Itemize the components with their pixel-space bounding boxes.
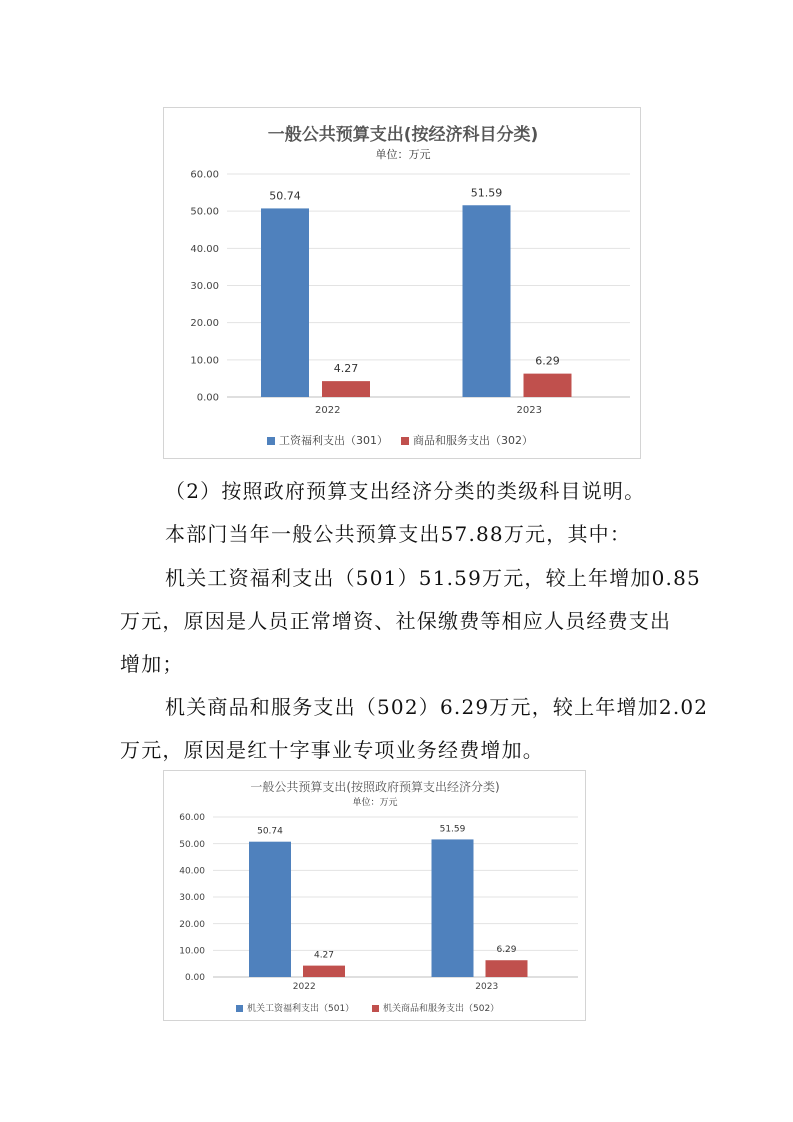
y-tick-label: 20.00 <box>179 919 205 930</box>
legend-label: 工资福利支出（301） <box>279 434 388 447</box>
bar <box>524 374 572 397</box>
bar <box>463 205 511 397</box>
y-tick-label: 60.00 <box>190 169 219 181</box>
y-tick-label: 0.00 <box>196 392 219 404</box>
y-tick-label: 20.00 <box>190 318 219 330</box>
chart-subtitle: 单位：万元 <box>375 148 431 161</box>
chart-svg <box>164 771 587 1022</box>
y-tick-label: 0.00 <box>184 973 205 984</box>
data-label: 6.29 <box>535 354 560 368</box>
paragraph-501-line2: 万元，原因是人员正常增资、社保缴费等相应人员经费支出 <box>120 609 672 633</box>
y-tick-label: 40.00 <box>190 243 219 255</box>
legend-label: 机关商品和服务支出（502） <box>383 1004 500 1014</box>
chart-title: 一般公共预算支出(按照政府预算支出经济分类) <box>250 780 500 794</box>
data-label: 50.74 <box>269 189 301 203</box>
paragraph-501-line3: 增加； <box>120 652 184 676</box>
data-label: 51.59 <box>470 186 503 200</box>
y-tick-label: 60.00 <box>179 813 205 824</box>
data-label: 50.74 <box>257 826 283 837</box>
bar <box>322 381 370 397</box>
chart-title: 一般公共预算支出(按经济科目分类) <box>267 125 539 145</box>
bar <box>249 842 291 977</box>
chart-government-classification <box>163 770 586 1021</box>
bar <box>486 960 528 977</box>
y-tick-label: 30.00 <box>190 281 219 292</box>
chart-subtitle: 单位：万元 <box>352 798 398 808</box>
bar <box>261 208 309 397</box>
chart-svg <box>164 108 642 460</box>
x-tick-label: 2023 <box>516 405 542 416</box>
data-label: 4.27 <box>333 362 359 376</box>
y-tick-label: 40.00 <box>179 866 205 877</box>
legend-swatch <box>401 437 409 445</box>
paragraph-502-line2: 万元，原因是红十字事业专项业务经费增加。 <box>120 738 544 762</box>
bar <box>303 966 345 977</box>
x-tick-label: 2022 <box>315 405 341 416</box>
x-tick-label: 2022 <box>292 982 316 992</box>
data-label: 4.27 <box>313 950 335 961</box>
paragraph-heading: （2）按照政府预算支出经济分类的类级科目说明。 <box>165 479 646 503</box>
legend-swatch <box>236 1005 243 1012</box>
chart-economic-classification <box>163 107 641 459</box>
paragraph-total: 本部门当年一般公共预算支出57.88万元，其中： <box>165 522 632 546</box>
paragraph-501-line1: 机关工资福利支出（501）51.59万元，较上年增加0.85 <box>165 566 701 590</box>
paragraph-502-line1: 机关商品和服务支出（502）6.29万元，较上年增加2.02 <box>165 695 709 719</box>
legend-swatch <box>372 1005 379 1012</box>
data-label: 51.59 <box>439 824 466 835</box>
legend-label: 机关工资福利支出（501） <box>247 1004 355 1014</box>
legend-swatch <box>267 437 275 445</box>
x-tick-label: 2023 <box>475 982 499 992</box>
legend-label: 商品和服务支出（302） <box>413 434 533 447</box>
bar <box>432 839 474 977</box>
y-tick-label: 10.00 <box>179 946 205 957</box>
y-tick-label: 50.00 <box>190 206 219 218</box>
y-tick-label: 30.00 <box>179 893 205 904</box>
y-tick-label: 50.00 <box>179 839 205 850</box>
data-label: 6.29 <box>496 945 517 956</box>
y-tick-label: 10.00 <box>190 355 219 367</box>
